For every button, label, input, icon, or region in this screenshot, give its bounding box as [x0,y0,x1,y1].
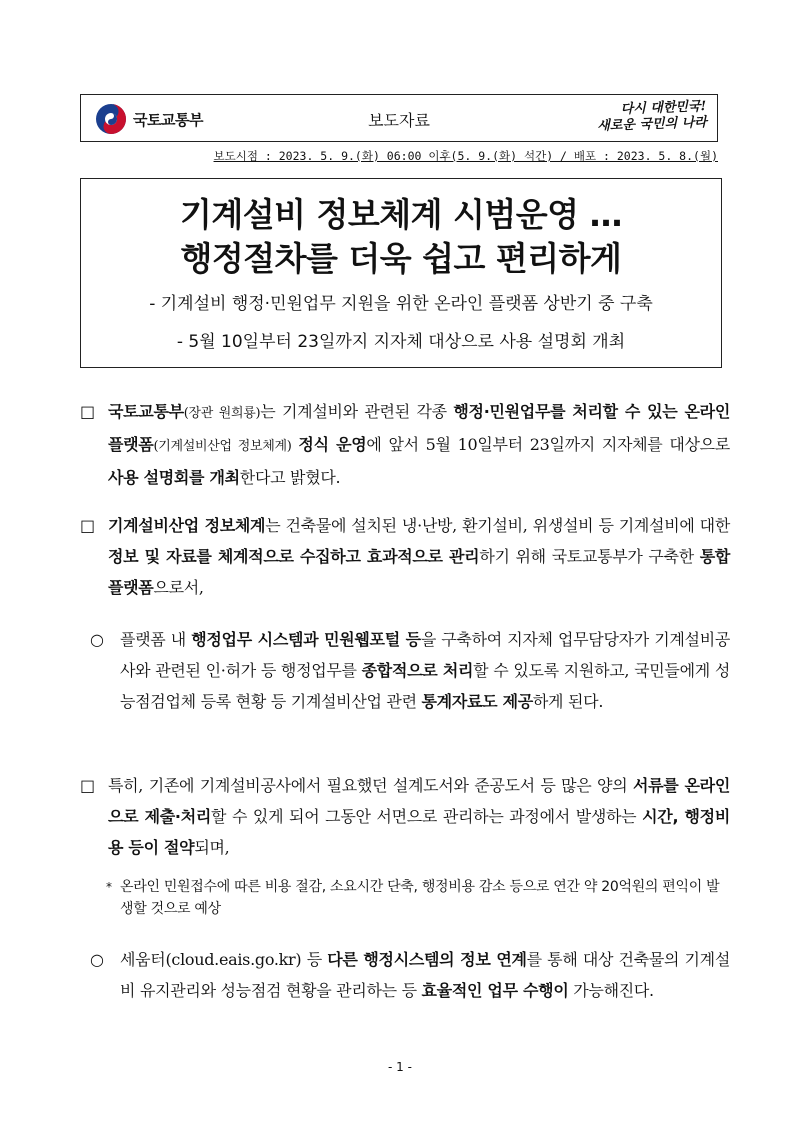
text: 할 수 있게 되어 그동안 서면으로 관리하는 과정에서 발생하는 [211,807,643,826]
text: 으로서, [153,578,204,597]
text-bold: 종합적으로 처리 [361,661,474,680]
paragraph-2 [80,510,730,603]
paragraph-1-text [108,396,730,493]
text-bold: 행정·민원업무를 처리할 수 있는 온라인 플랫폼 [108,402,730,454]
text: 에 앞서 5월 10일부터 23일까지 지자체를 대상으로 [366,435,730,454]
text: 세움터(cloud.eais.go.kr) 등 [120,950,328,969]
text: 특히, 기존에 기계설비공사에서 필요했던 설계도서와 준공도서 등 많은 양의 [108,776,633,795]
text-bold: 시간, 행정비용 등이 절약 [108,807,730,857]
text-bold: 행정업무 시스템과 민원웹포털 등 [191,630,421,649]
headline-line-2: 행정절차를 더욱 쉽고 편리하게 [180,239,622,278]
slogan-line-2: 새로운 국민의 나라 [597,115,708,134]
paragraph-3 [80,624,730,717]
text-bold: 국토교통부 [108,402,184,421]
square-bullet: □ [80,402,95,421]
text: 를 통해 대상 건축물의 기계설비 유지관리와 성능점검 현황을 관리하는 등 [120,950,730,1000]
text-bold: 정식 운영 [298,435,367,454]
circle-bullet: ○ [90,950,104,969]
logo-text: 국토교통부 [133,110,203,129]
headline [81,193,721,281]
slogan-line-1: 다시 대한민국! [620,99,707,118]
paragraph-3-text [120,624,730,717]
text: 할 수 있도록 지원하고, 국민들에게 성능점검업체 등록 현황 등 기계설비산업 관련 [120,661,730,711]
square-bullet: □ [80,776,95,795]
text: 하기 위해 국토교통부가 구축한 [479,547,700,566]
text: 플랫폼 내 [120,630,192,649]
text-bold: 다른 행정시스템의 정보 연계 [327,950,527,969]
text-bold: 통합 플랫폼 [108,547,730,597]
text: 되며, [194,838,230,857]
footnote-text: 온라인 민원접수에 따른 비용 절감, 소요시간 단축, 행정비용 감소 등으로 연간 약 20억원의 편익이 발생할 것으로 예상 [120,879,720,917]
subheading-1: - 기계설비 행정·민원업무 지원을 위한 온라인 플랫폼 상반기 중 구축 [149,294,653,314]
text-small: (기계설비산업 정보체계) [153,439,292,454]
text: 을 구축하여 지자체 업무담당자가 기계설비공사와 관련된 인·허가 등 행정업무를 [120,630,731,680]
paragraph-1 [80,396,730,493]
text: 는 건축물에 설치된 냉·난방, 환기설비, 위생설비 등 기계설비에 대한 [265,516,730,535]
text: 한다고 밝혔다. [239,468,341,487]
paragraph-5-text [120,944,730,1006]
paragraph-4 [80,770,730,863]
press-release-label: 보도자료 [368,111,430,130]
paragraph-2-text [108,510,730,603]
text-bold: 서류를 온라인으로 제출·처리 [108,776,730,826]
page-number: - 1 - [388,1060,412,1074]
paragraph-4-text [108,770,730,863]
text-bold: 정보 및 자료를 체계적으로 수집하고 효과적으로 관리 [108,547,480,566]
slogan [597,99,708,135]
circle-bullet: ○ [90,630,104,649]
release-info: 보도시점 : 2023. 5. 9.(화) 06:00 이후(5. 9.(화) 석간) / 배포 : 2023. 5. 8.(월) [213,149,718,163]
title-box [80,178,722,368]
text-bold: 기계설비산업 정보체계 [108,516,266,535]
text-bold: 통계자료도 제공 [421,692,533,711]
asterisk-marker: * [106,880,112,894]
subheading-2: - 5월 10일부터 23일까지 지자체 대상으로 사용 설명회 개최 [176,332,626,352]
text-bold: 효율적인 업무 수행이 [421,981,569,1000]
header-box [80,94,718,142]
square-bullet: □ [80,516,95,535]
paragraph-5 [80,944,730,1006]
footnote [106,876,726,920]
text-bold: 사용 설명회를 개최 [108,468,240,487]
text: 하게 된다. [532,692,604,711]
text-small: (장관 원희룡) [183,406,261,421]
headline-line-1: 기계설비 정보체계 시범운영 … [179,195,622,234]
text: 는 기계설비와 관련된 각종 [260,402,454,421]
text: 가능해진다. [568,981,654,1000]
